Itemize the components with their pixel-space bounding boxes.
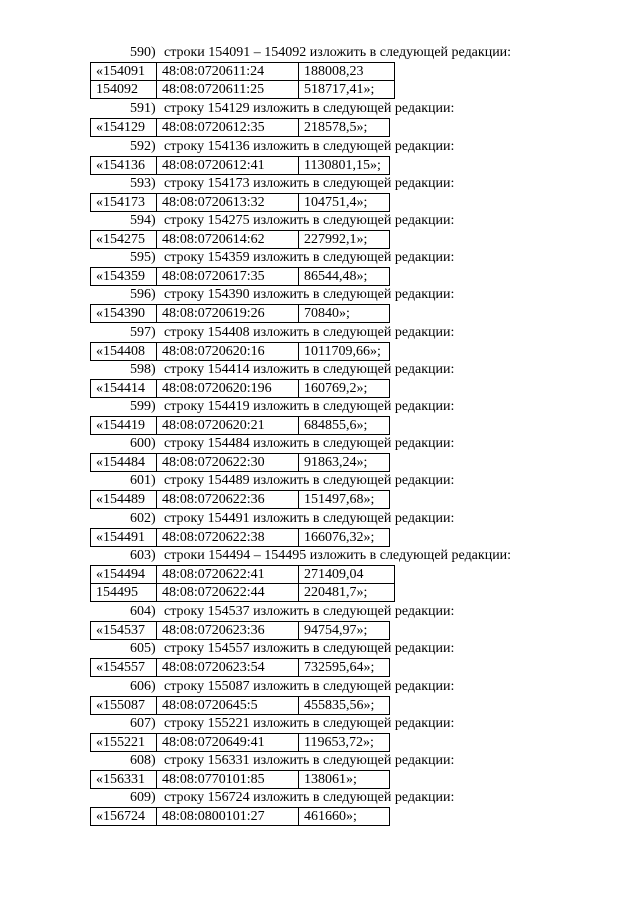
cadastral-number-cell: 48:08:0720612:41 (157, 156, 299, 174)
amendment-table (90, 416, 390, 435)
cadastral-number-cell: 48:08:0800101:27 (157, 808, 299, 826)
instruction-line (0, 640, 640, 658)
amendment-table (90, 565, 395, 602)
instruction-line (0, 212, 640, 230)
row-number-cell: «154408 (91, 342, 157, 360)
cadastral-number-cell: 48:08:0720614:62 (157, 231, 299, 249)
value-cell: 151497,68»; (299, 491, 390, 509)
instruction-text: строку 154537 изложить в следующей редакции: (164, 604, 455, 620)
amendment-table (90, 658, 390, 677)
cadastral-number-cell: 48:08:0720622:41 (157, 565, 299, 583)
value-cell: 138061»; (299, 771, 390, 789)
item-number: 606) (130, 678, 156, 694)
value-cell: 518717,41»; (299, 81, 395, 99)
instruction-line (0, 547, 640, 565)
item-number: 609) (130, 790, 156, 806)
instruction-line (0, 789, 640, 807)
cadastral-number-cell: 48:08:0720612:35 (157, 119, 299, 137)
table-row (91, 119, 390, 137)
item-number: 607) (130, 715, 156, 731)
value-cell: 218578,5»; (299, 119, 390, 137)
amendment-table (90, 62, 395, 99)
cadastral-number-cell: 48:08:0720622:38 (157, 528, 299, 546)
instruction-line (0, 472, 640, 490)
cadastral-number-cell: 48:08:0720620:21 (157, 417, 299, 435)
amendment-table (90, 267, 390, 286)
instruction-text: строку 154557 изложить в следующей редакции: (164, 641, 455, 657)
value-cell: 684855,6»; (299, 417, 390, 435)
table-row (91, 565, 395, 583)
instruction-text: строку 154489 изложить в следующей редакции: (164, 473, 455, 489)
value-cell: 271409,04 (299, 565, 395, 583)
row-number-cell: «154494 (91, 565, 157, 583)
instruction-line (0, 361, 640, 379)
row-number-cell: «156331 (91, 771, 157, 789)
table-row (91, 771, 390, 789)
cadastral-number-cell: 48:08:0720617:35 (157, 268, 299, 286)
instruction-line (0, 678, 640, 696)
cadastral-number-cell: 48:08:0720623:54 (157, 659, 299, 677)
instruction-line (0, 175, 640, 193)
instruction-text: строку 154491 изложить в следующей редакции: (164, 510, 455, 526)
amendment-table (90, 342, 390, 361)
value-cell: 166076,32»; (299, 528, 390, 546)
instruction-text: строку 154359 изложить в следующей редакции: (164, 250, 455, 266)
row-number-cell: 154495 (91, 583, 157, 601)
row-number-cell: «154419 (91, 417, 157, 435)
amendment-table (90, 490, 390, 509)
instruction-text: строку 156331 изложить в следующей редакции: (164, 753, 455, 768)
item-number: 604) (130, 604, 156, 620)
instruction-text: строку 154390 изложить в следующей редакции: (164, 287, 455, 303)
table-row (91, 305, 390, 323)
item-number: 599) (130, 399, 156, 414)
cadastral-number-cell: 48:08:0720622:44 (157, 583, 299, 601)
instruction-text: строку 154414 изложить в следующей редакции: (164, 361, 455, 377)
row-number-cell: «154129 (91, 119, 157, 137)
amendment-table (90, 770, 390, 789)
cadastral-number-cell: 48:08:0720623:36 (157, 622, 299, 640)
row-number-cell: «155087 (91, 696, 157, 714)
cadastral-number-cell: 48:08:0720649:41 (157, 733, 299, 751)
item-number: 591) (130, 101, 156, 117)
value-cell: 227992,1»; (299, 231, 390, 249)
table-row (91, 268, 390, 286)
instruction-text: строку 155087 изложить в следующей редакции: (164, 678, 455, 694)
item-number: 596) (130, 287, 156, 303)
value-cell: 461660»; (299, 808, 390, 826)
item-number: 598) (130, 361, 156, 377)
instruction-text: строку 154136 изложить в следующей редакции: (164, 138, 455, 154)
item-number: 602) (130, 510, 156, 526)
instruction-text: строку 155221 изложить в следующей редакции: (164, 715, 455, 731)
value-cell: 70840»; (299, 305, 390, 323)
instruction-text: строку 154129 изложить в следующей редакции: (164, 101, 455, 117)
instruction-line (0, 286, 640, 304)
item-number: 595) (130, 250, 156, 266)
amendment-table (90, 230, 390, 249)
instruction-line (0, 752, 640, 770)
value-cell: 119653,72»; (299, 733, 390, 751)
row-number-cell: «154173 (91, 193, 157, 211)
item-number: 592) (130, 138, 156, 154)
table-row (91, 491, 390, 509)
row-number-cell: «154136 (91, 156, 157, 174)
value-cell: 86544,48»; (299, 268, 390, 286)
cadastral-number-cell: 48:08:0770101:85 (157, 771, 299, 789)
cadastral-number-cell: 48:08:0720622:30 (157, 454, 299, 472)
instruction-text: строку 154419 изложить в следующей редакции: (164, 399, 455, 414)
cadastral-number-cell: 48:08:0720619:26 (157, 305, 299, 323)
row-number-cell: «154489 (91, 491, 157, 509)
cadastral-number-cell: 48:08:0720611:24 (157, 63, 299, 81)
instruction-text: строку 154484 изложить в следующей редакции: (164, 436, 455, 452)
amendment-table (90, 156, 390, 175)
instruction-text: строку 156724 изложить в следующей редакции: (164, 790, 455, 806)
amendment-table (90, 528, 390, 547)
instruction-line (0, 100, 640, 118)
row-number-cell: «154359 (91, 268, 157, 286)
instruction-line (0, 715, 640, 733)
item-number: 608) (130, 753, 156, 768)
table-row (91, 63, 395, 81)
cadastral-number-cell: 48:08:0720620:196 (157, 379, 299, 397)
amendment-table (90, 696, 390, 715)
value-cell: 160769,2»; (299, 379, 390, 397)
table-row (91, 454, 390, 472)
table-row (91, 417, 390, 435)
value-cell: 1011709,66»; (299, 342, 390, 360)
value-cell: 1130801,15»; (299, 156, 390, 174)
cadastral-number-cell: 48:08:0720620:16 (157, 342, 299, 360)
amendment-table (90, 453, 390, 472)
instruction-line (0, 44, 640, 62)
item-number: 597) (130, 324, 156, 340)
row-number-cell: «154491 (91, 528, 157, 546)
row-number-cell: «154537 (91, 622, 157, 640)
value-cell: 91863,24»; (299, 454, 390, 472)
table-row (91, 622, 390, 640)
instruction-line (0, 603, 640, 621)
row-number-cell: «154414 (91, 379, 157, 397)
instruction-line (0, 249, 640, 267)
instruction-text: строку 154408 изложить в следующей редакции: (164, 324, 455, 340)
row-number-cell: «156724 (91, 808, 157, 826)
value-cell: 220481,7»; (299, 583, 395, 601)
instruction-line (0, 324, 640, 342)
item-number: 593) (130, 175, 156, 191)
table-row (91, 659, 390, 677)
row-number-cell: «155221 (91, 733, 157, 751)
instruction-text: строку 154275 изложить в следующей редакции: (164, 213, 455, 228)
table-row (91, 231, 390, 249)
table-row (91, 81, 395, 99)
cadastral-number-cell: 48:08:0720613:32 (157, 193, 299, 211)
instruction-line (0, 398, 640, 416)
cadastral-number-cell: 48:08:0720622:36 (157, 491, 299, 509)
item-number: 594) (130, 213, 156, 228)
item-number: 603) (130, 547, 156, 563)
amendment-table (90, 807, 390, 826)
instruction-line (0, 435, 640, 453)
amendment-table (90, 733, 390, 752)
table-row (91, 156, 390, 174)
cadastral-number-cell: 48:08:0720645:5 (157, 696, 299, 714)
value-cell: 455835,56»; (299, 696, 390, 714)
table-row (91, 733, 390, 751)
table-row (91, 583, 395, 601)
value-cell: 104751,4»; (299, 193, 390, 211)
row-number-cell: «154091 (91, 63, 157, 81)
instruction-text: строки 154494 – 154495 изложить в следующей редакции: (164, 547, 512, 563)
instruction-text: строки 154091 – 154092 изложить в следующей редакции: (164, 45, 512, 60)
row-number-cell: «154484 (91, 454, 157, 472)
row-number-cell: «154390 (91, 305, 157, 323)
value-cell: 732595,64»; (299, 659, 390, 677)
table-row (91, 808, 390, 826)
amendment-table (90, 118, 390, 137)
amendment-table (90, 193, 390, 212)
table-row (91, 528, 390, 546)
item-number: 600) (130, 436, 156, 452)
value-cell: 94754,97»; (299, 622, 390, 640)
table-row (91, 342, 390, 360)
instruction-line (0, 510, 640, 528)
row-number-cell: 154092 (91, 81, 157, 99)
instruction-line (0, 138, 640, 156)
table-row (91, 696, 390, 714)
item-number: 590) (130, 45, 156, 60)
item-number: 605) (130, 641, 156, 657)
item-number: 601) (130, 473, 156, 489)
table-row (91, 193, 390, 211)
value-cell: 188008,23 (299, 63, 395, 81)
row-number-cell: «154557 (91, 659, 157, 677)
row-number-cell: «154275 (91, 231, 157, 249)
amendment-table (90, 621, 390, 640)
amendment-table (90, 379, 390, 398)
table-row (91, 379, 390, 397)
instruction-text: строку 154173 изложить в следующей редакции: (164, 175, 455, 191)
amendment-table (90, 304, 390, 323)
cadastral-number-cell: 48:08:0720611:25 (157, 81, 299, 99)
